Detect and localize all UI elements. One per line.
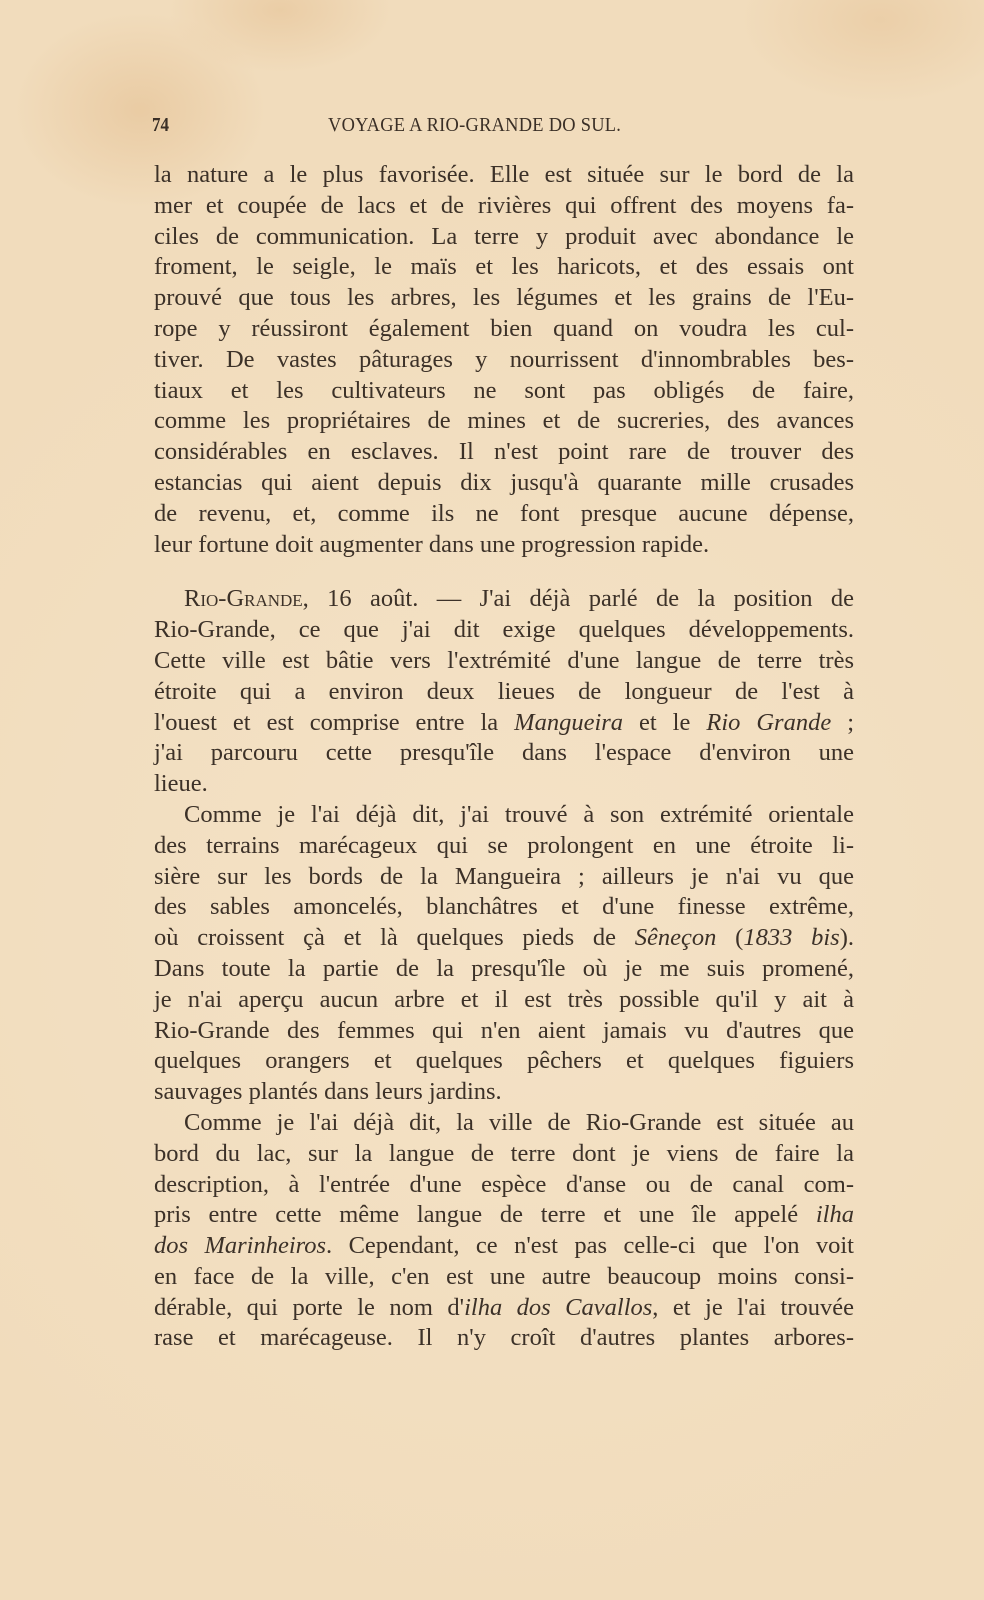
text-line: tiaux et les cultivateurs ne sont pas obligés de faire, <box>154 376 854 404</box>
paragraph-1 <box>154 160 854 560</box>
text-line: comme les propriétaires de mines et de sucreries, des avances <box>154 407 854 435</box>
paragraph-4 <box>154 1108 854 1354</box>
running-head <box>152 114 852 140</box>
text-line: quelques orangers et quelques pêchers et quelques figuiers <box>154 1047 854 1075</box>
paragraph-2 <box>154 584 854 800</box>
italic-plant-name: Sêneçon <box>634 924 717 952</box>
text-line: considérables en esclaves. Il n'est point rare de trouver des <box>154 438 854 466</box>
paragraph-3 <box>154 800 854 1108</box>
text-line: sauvages plantés dans leurs jardins. <box>154 1078 502 1106</box>
text-line: des sables amoncelés, blanchâtres et d'une finesse extrême, <box>154 893 854 921</box>
text-line: rope y réussiront également bien quand on voudra les cul- <box>154 314 854 342</box>
text-line: sière sur les bords de la Mangueira ; ailleurs je n'ai vu que <box>154 862 854 890</box>
text-run: ( <box>716 924 744 952</box>
italic-reference: 1833 bis <box>743 924 840 952</box>
text-line <box>154 923 854 954</box>
text-run: , et je l'ai trouvée <box>652 1293 855 1321</box>
text-run: l'ouest et est comprise entre la <box>154 708 515 736</box>
text-run: et le <box>623 708 707 736</box>
dateline-place: Rio-Grande, <box>184 585 309 613</box>
text-line: prouvé que tous les arbres, les légumes et les grains de l'Eu- <box>154 284 854 312</box>
text-line <box>154 708 854 739</box>
text-line: Rio-Grande des femmes qui n'en aient jamais vu d'autres que <box>154 1016 854 1044</box>
text-line <box>154 1293 854 1324</box>
text-run: où croissent çà et là quelques pieds de <box>154 924 635 952</box>
text-line: Cette ville est bâtie vers l'extrémité d'une langue de terre très <box>154 646 854 674</box>
text-line: lieue. <box>154 770 208 798</box>
italic-island-name: ilha dos Cavallos <box>464 1293 653 1321</box>
text-line: leur fortune doit augmenter dans une progression rapide. <box>154 530 710 558</box>
text-run: pris entre cette même langue de terre et une île appelé <box>154 1201 816 1229</box>
italic-place-name: Rio Grande <box>706 708 832 736</box>
body-text <box>154 160 854 1354</box>
dateline-line <box>154 584 854 615</box>
italic-island-name: ilha <box>815 1201 854 1229</box>
text-line: mer et coupée de lacs et de rivières qui offrent des moyens fa- <box>154 191 854 219</box>
text-line: ciles de communication. La terre y produit avec abondance le <box>154 222 854 250</box>
text-line: bord du lac, sur la langue de terre dont je viens de faire la <box>154 1139 854 1167</box>
italic-place-name: Mangueira <box>514 708 624 736</box>
text-line: rase et marécageuse. Il n'y croît d'autres plantes arbores- <box>154 1324 854 1352</box>
text-line: j'ai parcouru cette presqu'île dans l'espace d'environ une <box>154 739 854 767</box>
text-line: des terrains marécageux qui se prolongent en une étroite li- <box>154 831 854 859</box>
text-line: description, à l'entrée d'une espèce d'anse ou de canal com- <box>154 1170 854 1198</box>
text-line: de revenu, et, comme ils ne font presque aucune dépense, <box>154 499 854 527</box>
text-line: estancias qui aient depuis dix jusqu'à quarante mille crusades <box>154 468 854 496</box>
italic-island-name: dos Marinheiros <box>154 1232 327 1260</box>
text-line: je n'ai aperçu aucun arbre et il est très possible qu'il y ait à <box>154 985 854 1013</box>
text-run: dérable, qui porte le nom d' <box>154 1293 465 1321</box>
text-line: en face de la ville, c'en est une autre beaucoup moins consi- <box>154 1262 854 1290</box>
text-line <box>154 1231 854 1262</box>
text-line <box>154 1200 854 1231</box>
text-line: Dans toute la partie de la presqu'île où je me suis promené, <box>154 954 854 982</box>
text-line: tiver. De vastes pâturages y nourrissent d'innombrables bes- <box>154 345 854 373</box>
text-line: Comme je l'ai déjà dit, la ville de Rio-Grande est située au <box>184 1108 854 1136</box>
text-run: ; <box>831 708 855 736</box>
text-line: Comme je l'ai déjà dit, j'ai trouvé à son extrémité orientale <box>184 800 854 828</box>
running-title: VOYAGE A RIO-GRANDE DO SUL. <box>328 114 622 136</box>
page-number: 74 <box>152 114 169 136</box>
paragraph-gap <box>154 560 854 584</box>
text-line: Rio-Grande, ce que j'ai dit exige quelques développements. <box>154 616 854 644</box>
text-run: J'ai déjà parlé de la position de <box>461 585 854 613</box>
dateline-date: 16 août. — <box>327 585 462 613</box>
text-line: la nature a le plus favorisée. Elle est située sur le bord de la <box>154 161 854 188</box>
text-line: étroite qui a environ deux lieues de longueur de l'est à <box>154 677 854 705</box>
text-run: ). <box>839 924 854 952</box>
text-run: . Cependant, ce n'est pas celle-ci que l'on voit <box>326 1232 854 1260</box>
text-line: froment, le seigle, le maïs et les haricots, et des essais ont <box>154 253 854 281</box>
